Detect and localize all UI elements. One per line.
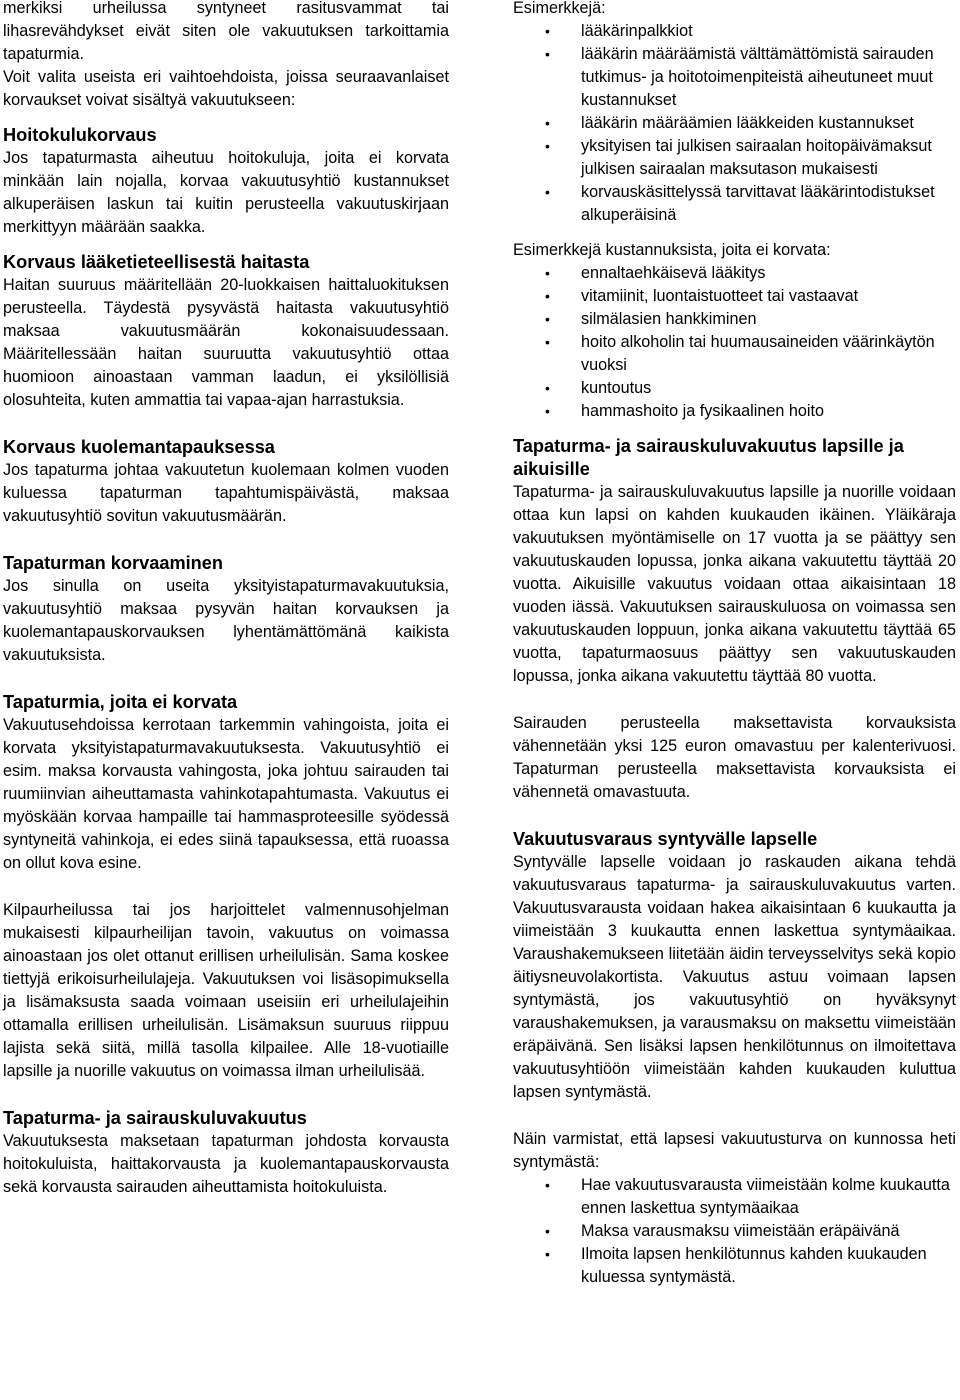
paragraph-vakuutusvaraus: Syntyvälle lapselle voidaan jo raskauden aikana tehdä vakuutusvaraus tapaturma- ja sairauskuluvakuutus varten. Vakuutusvarausta voidaan hakea aikaisintaan 6 kuukautta ja viimeistään 3 kuukautta ennen laskettua syntymäaikaa. Varaushakemukseen liitetään äidin terveysselvitys sekä kopio äitiysneuvolakortista. Vakuutus astuu voimaan lapsen syntymästä, jos vakuutusyhtiö on hyväksynyt varaushakemuksen, ja varausmaksu on maksettu viimeistään eräpäivänä. Sen lisäksi lapsen henkilötunnus on ilmoitettava vakuutusyhtiöön viimeistään kahden kuukauden kuluttua lapsen syntymästä. xyxy=(513,853,956,1101)
bullet-icon: • xyxy=(545,265,550,281)
paragraph-hoitokulukorvaus: Jos tapaturmasta aiheutuu hoitokuluja, joita ei korvata minkään lain nojalla, korvaa vakuutusyhtiö kustannukset alkuperäisen laskun tai kuitin perusteella vakuutuskirjaan merkittyyn määrään saakka. xyxy=(3,149,449,236)
not-covered-label: Esimerkkejä kustannuksista, joita ei korvata: xyxy=(513,241,831,259)
bullet-icon: • xyxy=(545,115,550,131)
list-item: • lääkärinpalkkiot xyxy=(513,20,956,43)
list-item: • Maksa varausmaksu viimeistään eräpäivänä xyxy=(513,1220,956,1243)
bullet-icon: • xyxy=(545,403,550,419)
intro-paragraph-1: merkiksi urheilussa syntyneet rasitusvammat tai lihasrevähdykset eivät siten ole vakuutuksen tarkoittamia tapaturmia. xyxy=(3,0,449,63)
heading-vakuutusvaraus: Vakuutusvaraus syntyvälle lapselle xyxy=(513,829,818,849)
examples-label: Esimerkkejä: xyxy=(513,0,606,17)
heading-haitta: Korvaus lääketieteellisestä haitasta xyxy=(3,252,310,272)
list-item: • hammashoito ja fysikaalinen hoito xyxy=(513,400,956,423)
paragraph-ei-korvata: Vakuutusehdoissa kerrotaan tarkemmin vahingoista, joita ei korvata yksityistapaturmavakuutuksesta. Vakuutusyhtiö ei esim. maksa korvausta vahingosta, joka johtuu sairauden tai ruumiinvian aiheuttamasta vahinkotapahtumasta. Vakuutus ei myöskään korvaa hampaille tai hammasproteesille syödessä syntyneitä vahinkoja, ei edes siinä tapauksessa, että ruoassa on ollut kova esine. xyxy=(3,716,449,872)
heading-lapsille-ja-aikuisille: Tapaturma- ja sairauskuluvakuutus lapsille ja aikuisille xyxy=(513,436,904,479)
bullet-icon: • xyxy=(545,1223,550,1239)
bullet-icon: • xyxy=(545,184,550,200)
paragraph-tapaturman-korvaaminen: Jos sinulla on useita yksityistapaturmavakuutuksia, vakuutusyhtiö maksaa pysyvän haitan korvauksen ja kuolemantapauskorvauksen lyhentämättömänä kaikista vakuutuksista. xyxy=(3,577,449,664)
paragraph-kilpaurheilu: Kilpaurheilussa tai jos harjoittelet valmennusohjelman mukaisesti kilpaurheilijan tavoin, vakuutus on voimassa ainoastaan jos olet ottanut erillisen urheilulisän. Sama koskee tiettyjä erikoisurheilulajeja. Vakuutuksen voi lisäsopimuksella ja lisämaksusta saada voimaan useisiin eri urheilulajeihin ottamalla erillisen urheilulisän. Lisämaksun suuruus riippuu lajista sekä siitä, millä tasolla kilpailee. Alle 18-vuotiaille lapsille ja nuorille vakuutus on voimassa ilman urheilulisää. xyxy=(3,901,449,1080)
paragraph-omavastuu: Sairauden perusteella maksettavista korvauksista vähennetään yksi 125 euron omavastuu per kalenterivuosi. Tapaturman perusteella maksettavista korvauksista ei vähennetä omavastuuta. xyxy=(513,714,956,801)
bullet-icon: • xyxy=(545,1177,550,1193)
list-item: • lääkärin määräämien lääkkeiden kustannukset xyxy=(513,112,956,135)
left-column xyxy=(3,0,449,1199)
list-item: • hoito alkoholin tai huumausaineiden väärinkäytön vuoksi xyxy=(545,333,935,374)
bullet-icon: • xyxy=(545,1246,550,1262)
paragraph-lapsille-ja-aikuisille: Tapaturma- ja sairauskuluvakuutus lapsille ja nuorille voidaan ottaa kun lapsi on kahden kuukauden ikäinen. Yläikäraja vakuutuksen myöntämiselle on 17 vuotta ja se päättyy sen vakuutuskauden lopussa, jonka aikana vakuutettu täyttää 20 vuotta. Aikuisille vakuutus voidaan ottaa aikaisintaan 18 vuoden iässä. Vakuutuksen sairauskuluosa on voimassa sen vakuutuskauden loppuun, jonka aikana vakuutettu täyttää 65 vuotta, tapaturmaosuus päättyy sen vakuutuskauden lopussa, jonka aikana vakuutettu täyttää 80 vuotta. xyxy=(513,483,956,685)
list-item: • yksityisen tai julkisen sairaalan hoitopäivämaksut julkisen sairaalan maksutason mukaisesti xyxy=(545,137,932,178)
list-item: • kuntoutus xyxy=(513,377,956,400)
bullet-icon: • xyxy=(545,46,550,62)
heading-ei-korvata: Tapaturmia, joita ei korvata xyxy=(3,692,238,712)
not-covered-list xyxy=(513,262,956,423)
bullet-icon: • xyxy=(545,380,550,396)
paragraph-sairauskuluvakuutus: Vakuutuksesta maksetaan tapaturman johdosta korvausta hoitokuluista, haittakorvausta ja kuolemantapauskorvausta sekä korvausta sairauden aiheuttamista hoitokuluista. xyxy=(3,1132,449,1196)
paragraph-kuolemantapaus: Jos tapaturma johtaa vakuutetun kuolemaan kolmen vuoden kuluessa tapaturman tapahtumispäivästä, maksaa vakuutusyhtiö sovitun vakuutusmäärän. xyxy=(3,461,449,525)
bullet-icon: • xyxy=(545,23,550,39)
right-column xyxy=(513,0,956,1289)
list-item: • Ilmoita lapsen henkilötunnus kahden kuukauden kuluessa syntymästä. xyxy=(545,1245,927,1286)
paragraph-varmistus: Näin varmistat, että lapsesi vakuutusturva on kunnossa heti syntymästä: xyxy=(513,1130,956,1171)
bullet-icon: • xyxy=(545,334,550,350)
list-item: • lääkärin määräämistä välttämättömistä sairauden tutkimus- ja hoitotoimenpiteistä aiheutuneet muut kustannukset xyxy=(545,45,934,109)
list-item: • ennaltaehkäisevä lääkitys xyxy=(513,262,956,285)
heading-kuolemantapaus: Korvaus kuolemantapauksessa xyxy=(3,437,275,457)
heading-hoitokulukorvaus: Hoitokulukorvaus xyxy=(3,125,157,145)
list-item: • korvauskäsittelyssä tarvittavat lääkärintodistukset alkuperäisinä xyxy=(545,183,935,224)
list-item: • vitamiinit, luontaistuotteet tai vastaavat xyxy=(513,285,956,308)
heading-sairauskuluvakuutus: Tapaturma- ja sairauskuluvakuutus xyxy=(3,1108,307,1128)
list-item: • silmälasien hankkiminen xyxy=(513,308,956,331)
bullet-icon: • xyxy=(545,311,550,327)
examples-list xyxy=(513,20,956,227)
bullet-icon: • xyxy=(545,138,550,154)
steps-list xyxy=(513,1174,956,1289)
intro-paragraph-2: Voit valita useista eri vaihtoehdoista, joissa seuraavanlaiset korvaukset voivat sisältyä vakuutukseen: xyxy=(3,68,449,109)
bullet-icon: • xyxy=(545,288,550,304)
list-item: • Hae vakuutusvarausta viimeistään kolme kuukautta ennen laskettua syntymäaikaa xyxy=(545,1176,950,1217)
paragraph-haitta: Haitan suuruus määritellään 20-luokkaisen haittaluokituksen perusteella. Täydestä pysyvästä haitasta vakuutusyhtiö maksaa vakuutusmäärän kokonaisuudessaan. Määritellessään haitan suuruutta vakuutusyhtiö ottaa huomioon ainoastaan vamman laadun, ei yksilöllisiä olosuhteita, kuten ammattia tai vapaa-ajan harrastuksia. xyxy=(3,276,449,409)
heading-tapaturman-korvaaminen: Tapaturman korvaaminen xyxy=(3,553,223,573)
